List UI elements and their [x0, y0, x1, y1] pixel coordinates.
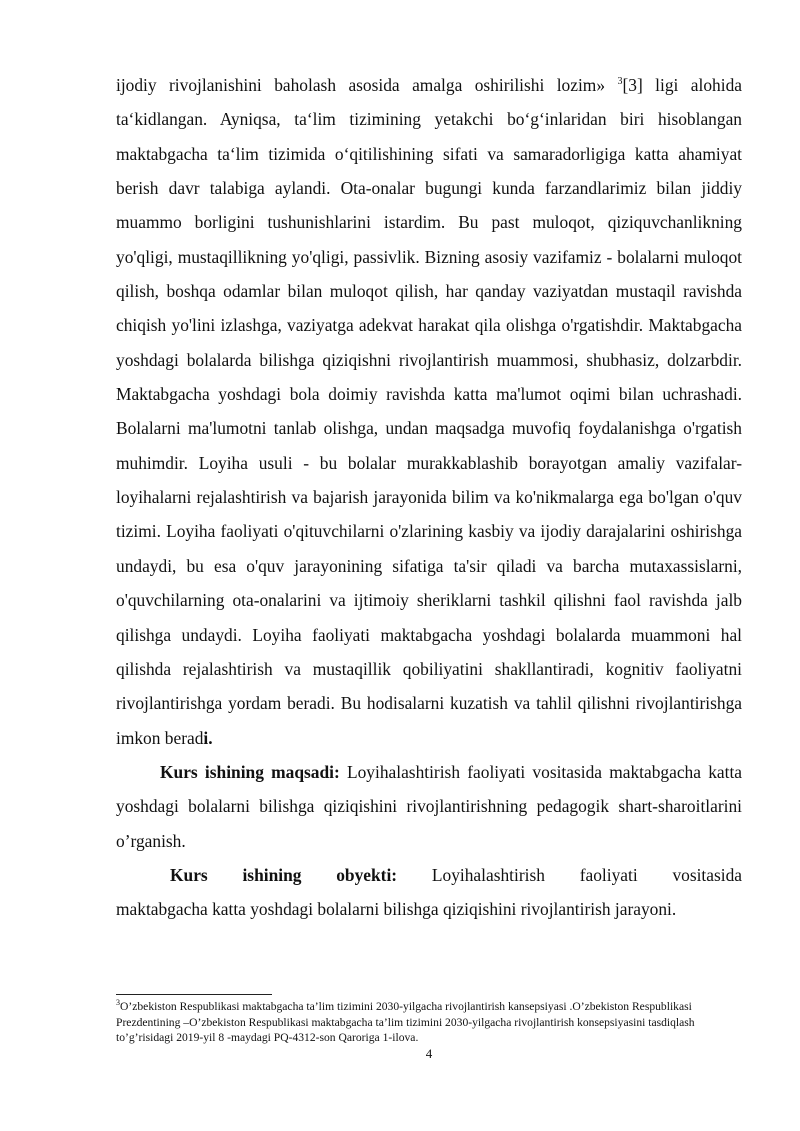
footnote [116, 999, 742, 1046]
object-text-word-2: faoliyati [579, 864, 638, 885]
object-second-line: maktabgacha katta yoshdagi bolalarni bilishga qiziqishini rivojlantirish jarayoni. [116, 899, 677, 920]
object-label-word-3: obyekti: [336, 864, 398, 885]
paragraph-intro-text-end: i. [203, 727, 213, 748]
footnote-number: 3 [116, 998, 120, 1008]
paragraph-intro [116, 68, 742, 755]
footnote-separator [116, 994, 272, 995]
page-number: 4 [425, 1046, 433, 1061]
paragraph-intro-text-start: ijodiy rivojlanishini baholash asosida amalga oshirilishi lozim» [116, 75, 618, 95]
goal-label: Kurs ishining maqsadi: [160, 761, 340, 782]
object-text-word-3: vositasida [672, 864, 742, 885]
paragraph-object [116, 858, 742, 927]
body-text [116, 68, 742, 927]
object-text-word-1: Loyihalashtirish [431, 864, 545, 885]
object-first-line [116, 858, 742, 892]
paragraph-intro-text-main: [3] ligi alohida ta‘kidlangan. Ayniqsa, ta‘lim tizimining yetakchi bo‘g‘inlaridan biri hisoblangan maktabgacha ta‘lim tizimida o‘qitilishining sifati va samaradorligiga katta ahamiyat berish davr talabiga aylandi. Ota-onalar bugungi kunda farzandlarimiz bilan jiddiy muammo borligini tushunishlarini istardim. Bu past muloqot, qiziquvchanlikning yo'qligi, mustaqillikning yo'qligi, passivlik. Bizning asosiy vazifamiz - bolalarni muloqot qilish, boshqa odamlar bilan muloqot qilish, har qanday vaziyatdan mustaqil ravishda chiqish yo'lini izlashga, vaziyatga adekvat harakat qila olishga o'rgatishdir. Maktabgacha yoshdagi bolalarda bilishga qiziqishni rivojlantirish muammosi, shubhasiz, dolzarbdir. Maktabgacha yoshdagi bola doimiy ravishda katta ma'lumot oqimi bilan uchrashadi. Bolalarni ma'lumotni tanlab olishga, undan maqsadga muvofiq foydalanishga o'rgatish muhimdir. Loyiha usuli - bu bolalar murakkablashib borayotgan amaliy vazifalar-loyihalarni rejalashtirish va bajarish jarayonida bilim va ko'nikmalarga ega bo'lgan o'quv tizimi. Loyiha faoliyati o'qituvchilarni o'zlarining kasbiy va ijodiy darajalarini oshirishga undaydi, bu esa o'quv jarayonining sifatiga ta'sir qiladi va barcha mutaxassislarni, o'quvchilarning ota-onalarini va ijtimoiy sheriklarni tashkil qilishni faol ravishda jalb qilishga undaydi. Loyiha faoliyati maktabgacha yoshdagi bolalarda muammoni hal qilishda rejalashtirish va mustaqillik qobiliyatini shakllantiradi, kognitiv faoliyatni rivojlantirishga yordam beradi. Bu hodisalarni kuzatish va tahlil qilishni rivojlantirishga imkon berad [116, 75, 742, 748]
object-label-word-1: Kurs [170, 864, 208, 885]
object-label-word-2: ishining [242, 864, 302, 885]
footnote-reference[interactable]: 3 [617, 76, 623, 88]
paragraph-goal [116, 755, 742, 858]
goal-text: Loyihalashtirish faoliyati vositasida maktabgacha katta yoshdagi bolalarni bilishga qiziqishini rivojlantirishning pedagogik shart-sharoitlarini o’rganish. [116, 761, 742, 851]
footnote-text: O’zbekiston Respublikasi maktabgacha ta’lim tizimini 2030-yilgacha rivojlantirish kansepsiyasi .O’zbekiston Respublikasi Prezdentining –O’zbekiston Respublikasi maktabgacha ta’lim tizimini 2030-yilgacha rivojlantirish konsepsiyasini tasdiqlash to’g’risidagi 2019-yil 8 -maydagi PQ-4312-son Qaroriga 1-ilova. [116, 1000, 695, 1045]
